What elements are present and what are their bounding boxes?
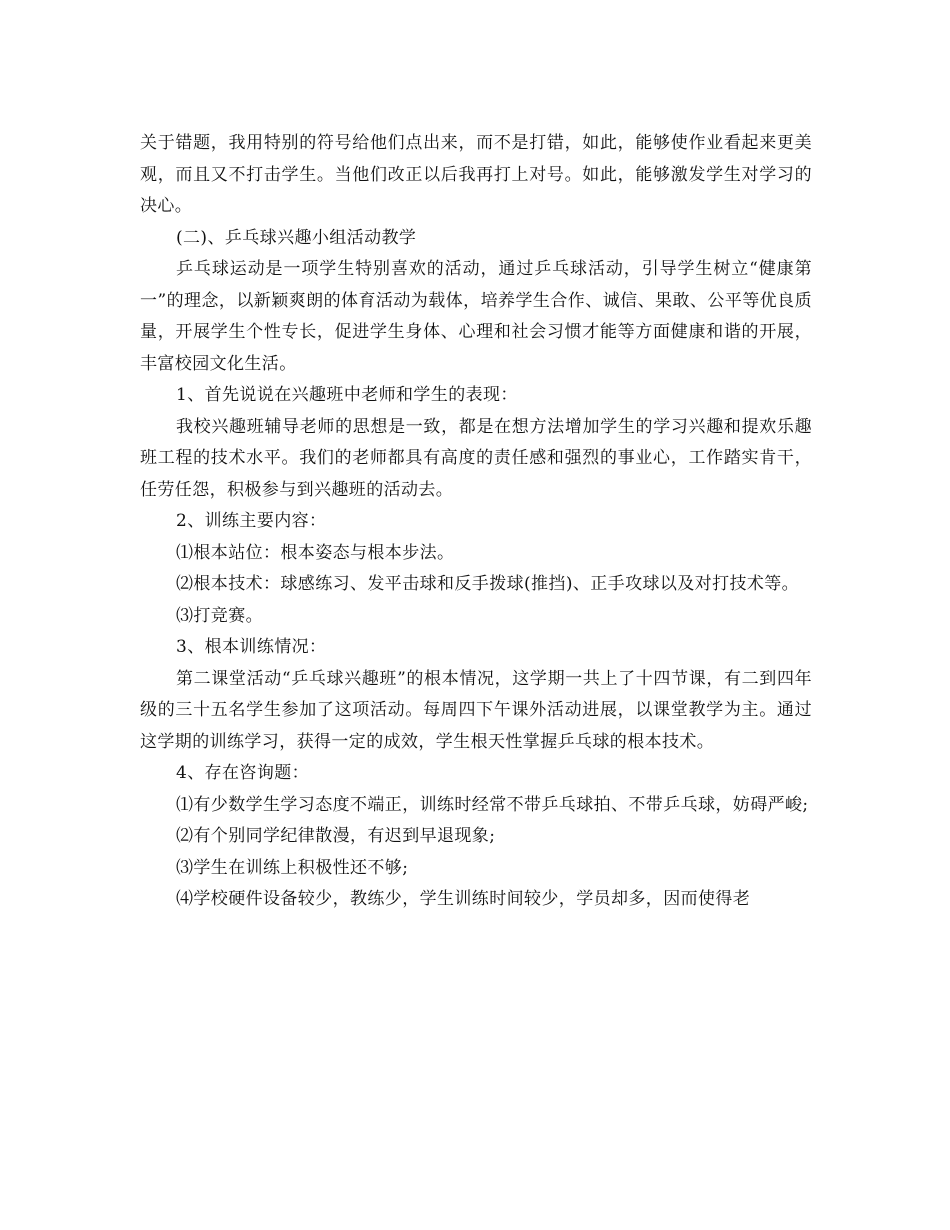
list-item: ⑶学生在训练上积极性还不够; xyxy=(176,857,409,878)
document-body xyxy=(140,128,812,916)
subsection-heading: 1、首先说说在兴趣班中老师和学生的表现： xyxy=(176,385,518,405)
subsection-heading: 4、存在咨询题： xyxy=(176,763,310,783)
paragraph: 关于错题，我用特别的符号给他们点出来，而不是打错，如此，能够使作业看起来更美观，而且又不打击学生。当他们改正以后我再打上对号。如此，能够激发学生对学习的决心。 xyxy=(140,133,812,216)
list-item: ⑵根本技术：球感练习、发平击球和反手拨球(推挡)、正手攻球以及对打技术等。 xyxy=(176,574,800,594)
list-item: ⑶打竞赛。 xyxy=(176,605,263,626)
paragraph: 乒乓球运动是一项学生特别喜欢的活动，通过乒乓球活动，引导学生树立“健康第一”的理念，以新颖爽朗的体育活动为载体，培养学生合作、诚信、果敢、公平等优良质量，开展学生个性专长，促进学生身体、心理和社会习惯才能等方面健康和谐的开展，丰富校园文化生活。 xyxy=(140,259,812,374)
list-item: ⑴有少数学生学习态度不端正，训练时经常不带乒乓球拍、不带乒乓球，妨碍严峻; xyxy=(176,794,809,815)
list-item: ⑵有个别同学纪律散漫，有迟到早退现象; xyxy=(176,826,496,846)
list-item: ⑴根本站位：根本姿态与根本步法。 xyxy=(176,542,455,563)
subsection-heading: 3、根本训练情况： xyxy=(176,637,327,657)
list-item: ⑷学校硬件设备较少，教练少，学生训练时间较少，学员却多，因而使得老 xyxy=(176,889,751,909)
subsection-heading: 2、训练主要内容： xyxy=(176,511,327,531)
paragraph: 我校兴趣班辅导老师的思想是一致，都是在想方法增加学生的学习兴趣和提欢乐趣班工程的技术水平。我们的老师都具有高度的责任感和强烈的事业心，工作踏实肯干，任劳任怨，积极参与到兴趣班的活动去。 xyxy=(140,416,812,500)
section-heading: (二)、乒乓球兴趣小组活动教学 xyxy=(176,227,417,248)
paragraph: 第二课堂活动“乒乓球兴趣班”的根本情况，这学期一共上了十四节课，有二到四年级的三十五名学生参加了这项活动。每周四下午课外活动进展，以课堂教学为主。通过这学期的训练学习，获得一定的成效，学生根天性掌握乒乓球的根本技术。 xyxy=(140,668,812,752)
